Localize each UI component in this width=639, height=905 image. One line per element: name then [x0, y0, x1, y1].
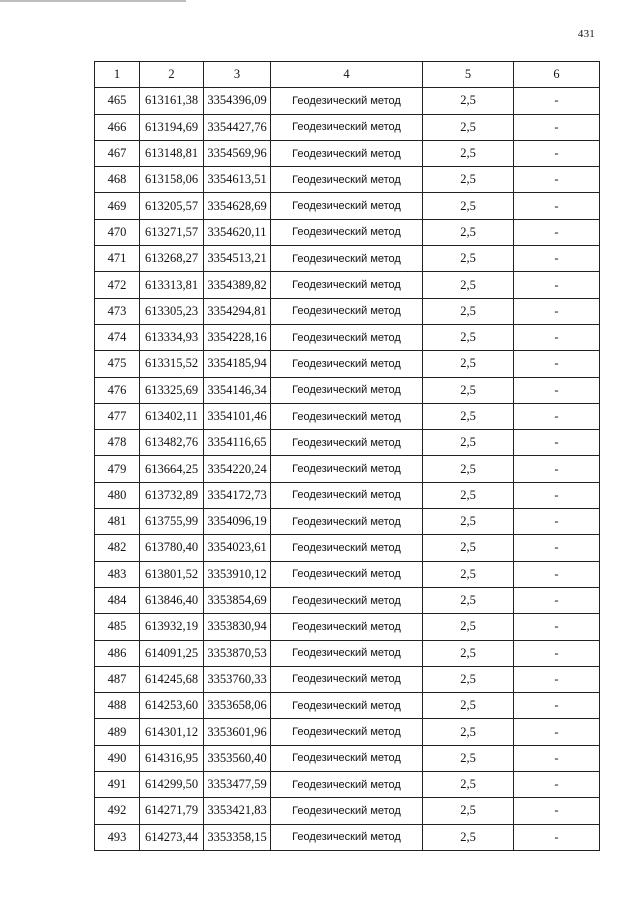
accuracy-cell: 2,5	[423, 219, 514, 245]
table-row	[95, 351, 600, 377]
accuracy-cell: 2,5	[423, 745, 514, 771]
table-row	[95, 298, 600, 324]
y-coordinate-cell: 3354427,76	[204, 114, 271, 140]
note-cell: -	[514, 298, 600, 324]
header-cell: 6	[514, 62, 600, 88]
method-cell: Геодезический метод	[271, 798, 423, 824]
method-cell: Геодезический метод	[271, 482, 423, 508]
note-cell: -	[514, 509, 600, 535]
accuracy-cell: 2,5	[423, 351, 514, 377]
note-cell: -	[514, 246, 600, 272]
point-number-cell: 485	[95, 614, 140, 640]
accuracy-cell: 2,5	[423, 614, 514, 640]
x-coordinate-cell: 613271,57	[140, 219, 204, 245]
point-number-cell: 486	[95, 640, 140, 666]
method-cell: Геодезический метод	[271, 140, 423, 166]
y-coordinate-cell: 3354628,69	[204, 193, 271, 219]
method-cell: Геодезический метод	[271, 719, 423, 745]
point-number-cell: 477	[95, 403, 140, 429]
y-coordinate-cell: 3353830,94	[204, 614, 271, 640]
x-coordinate-cell: 613268,27	[140, 246, 204, 272]
note-cell: -	[514, 324, 600, 350]
x-coordinate-cell: 614253,60	[140, 693, 204, 719]
note-cell: -	[514, 140, 600, 166]
table-row	[95, 745, 600, 771]
table-row	[95, 193, 600, 219]
y-coordinate-cell: 3354185,94	[204, 351, 271, 377]
note-cell: -	[514, 640, 600, 666]
x-coordinate-cell: 613846,40	[140, 587, 204, 613]
point-number-cell: 466	[95, 114, 140, 140]
table-row	[95, 167, 600, 193]
x-coordinate-cell: 613205,57	[140, 193, 204, 219]
x-coordinate-cell: 613664,25	[140, 456, 204, 482]
table-row	[95, 114, 600, 140]
accuracy-cell: 2,5	[423, 640, 514, 666]
table-row	[95, 640, 600, 666]
table-row	[95, 88, 600, 114]
x-coordinate-cell: 613161,38	[140, 88, 204, 114]
point-number-cell: 483	[95, 561, 140, 587]
x-coordinate-cell: 613755,99	[140, 509, 204, 535]
x-coordinate-cell: 614301,12	[140, 719, 204, 745]
method-cell: Геодезический метод	[271, 324, 423, 350]
point-number-cell: 481	[95, 509, 140, 535]
y-coordinate-cell: 3354613,51	[204, 167, 271, 193]
note-cell: -	[514, 114, 600, 140]
y-coordinate-cell: 3353358,15	[204, 824, 271, 850]
accuracy-cell: 2,5	[423, 272, 514, 298]
y-coordinate-cell: 3354023,61	[204, 535, 271, 561]
point-number-cell: 488	[95, 693, 140, 719]
note-cell: -	[514, 535, 600, 561]
note-cell: -	[514, 377, 600, 403]
x-coordinate-cell: 613801,52	[140, 561, 204, 587]
method-cell: Геодезический метод	[271, 88, 423, 114]
x-coordinate-cell: 613158,06	[140, 167, 204, 193]
x-coordinate-cell: 614091,25	[140, 640, 204, 666]
x-coordinate-cell: 613732,89	[140, 482, 204, 508]
table-row	[95, 824, 600, 850]
accuracy-cell: 2,5	[423, 430, 514, 456]
point-number-cell: 479	[95, 456, 140, 482]
x-coordinate-cell: 614273,44	[140, 824, 204, 850]
method-cell: Геодезический метод	[271, 587, 423, 613]
y-coordinate-cell: 3353421,83	[204, 798, 271, 824]
y-coordinate-cell: 3354116,65	[204, 430, 271, 456]
method-cell: Геодезический метод	[271, 430, 423, 456]
note-cell: -	[514, 587, 600, 613]
accuracy-cell: 2,5	[423, 88, 514, 114]
note-cell: -	[514, 614, 600, 640]
table-row	[95, 482, 600, 508]
y-coordinate-cell: 3354513,21	[204, 246, 271, 272]
y-coordinate-cell: 3354101,46	[204, 403, 271, 429]
table-row	[95, 719, 600, 745]
x-coordinate-cell: 613482,76	[140, 430, 204, 456]
header-cell: 3	[204, 62, 271, 88]
point-number-cell: 490	[95, 745, 140, 771]
x-coordinate-cell: 614245,68	[140, 666, 204, 692]
point-number-cell: 491	[95, 772, 140, 798]
y-coordinate-cell: 3353854,69	[204, 587, 271, 613]
note-cell: -	[514, 719, 600, 745]
accuracy-cell: 2,5	[423, 482, 514, 508]
note-cell: -	[514, 456, 600, 482]
method-cell: Геодезический метод	[271, 193, 423, 219]
y-coordinate-cell: 3353601,96	[204, 719, 271, 745]
accuracy-cell: 2,5	[423, 403, 514, 429]
coordinates-table	[94, 61, 600, 851]
table-row	[95, 535, 600, 561]
table-header-row	[95, 62, 600, 88]
point-number-cell: 484	[95, 587, 140, 613]
point-number-cell: 493	[95, 824, 140, 850]
table-row	[95, 614, 600, 640]
note-cell: -	[514, 561, 600, 587]
x-coordinate-cell: 613402,11	[140, 403, 204, 429]
accuracy-cell: 2,5	[423, 772, 514, 798]
x-coordinate-cell: 614299,50	[140, 772, 204, 798]
table-row	[95, 430, 600, 456]
table-row	[95, 509, 600, 535]
page-number: 431	[577, 28, 595, 40]
note-cell: -	[514, 272, 600, 298]
note-cell: -	[514, 666, 600, 692]
method-cell: Геодезический метод	[271, 772, 423, 798]
note-cell: -	[514, 693, 600, 719]
method-cell: Геодезический метод	[271, 561, 423, 587]
table-row	[95, 140, 600, 166]
x-coordinate-cell: 613325,69	[140, 377, 204, 403]
point-number-cell: 482	[95, 535, 140, 561]
method-cell: Геодезический метод	[271, 509, 423, 535]
note-cell: -	[514, 88, 600, 114]
x-coordinate-cell: 613932,19	[140, 614, 204, 640]
accuracy-cell: 2,5	[423, 456, 514, 482]
table-row	[95, 666, 600, 692]
method-cell: Геодезический метод	[271, 219, 423, 245]
point-number-cell: 474	[95, 324, 140, 350]
method-cell: Геодезический метод	[271, 456, 423, 482]
accuracy-cell: 2,5	[423, 798, 514, 824]
note-cell: -	[514, 351, 600, 377]
method-cell: Геодезический метод	[271, 403, 423, 429]
note-cell: -	[514, 824, 600, 850]
point-number-cell: 480	[95, 482, 140, 508]
accuracy-cell: 2,5	[423, 140, 514, 166]
y-coordinate-cell: 3354620,11	[204, 219, 271, 245]
x-coordinate-cell: 613313,81	[140, 272, 204, 298]
method-cell: Геодезический метод	[271, 272, 423, 298]
header-cell: 5	[423, 62, 514, 88]
y-coordinate-cell: 3354220,24	[204, 456, 271, 482]
table-row	[95, 324, 600, 350]
method-cell: Геодезический метод	[271, 535, 423, 561]
point-number-cell: 467	[95, 140, 140, 166]
y-coordinate-cell: 3354294,81	[204, 298, 271, 324]
note-cell: -	[514, 482, 600, 508]
y-coordinate-cell: 3353760,33	[204, 666, 271, 692]
table-row	[95, 403, 600, 429]
x-coordinate-cell: 613315,52	[140, 351, 204, 377]
note-cell: -	[514, 798, 600, 824]
y-coordinate-cell: 3354396,09	[204, 88, 271, 114]
point-number-cell: 468	[95, 167, 140, 193]
method-cell: Геодезический метод	[271, 824, 423, 850]
header-cell: 1	[95, 62, 140, 88]
note-cell: -	[514, 403, 600, 429]
x-coordinate-cell: 613334,93	[140, 324, 204, 350]
y-coordinate-cell: 3353658,06	[204, 693, 271, 719]
point-number-cell: 476	[95, 377, 140, 403]
point-number-cell: 492	[95, 798, 140, 824]
y-coordinate-cell: 3354389,82	[204, 272, 271, 298]
point-number-cell: 470	[95, 219, 140, 245]
point-number-cell: 471	[95, 246, 140, 272]
table-row	[95, 219, 600, 245]
table-row	[95, 561, 600, 587]
accuracy-cell: 2,5	[423, 824, 514, 850]
method-cell: Геодезический метод	[271, 745, 423, 771]
note-cell: -	[514, 167, 600, 193]
method-cell: Геодезический метод	[271, 377, 423, 403]
accuracy-cell: 2,5	[423, 167, 514, 193]
note-cell: -	[514, 430, 600, 456]
table-row	[95, 772, 600, 798]
table-row	[95, 693, 600, 719]
accuracy-cell: 2,5	[423, 377, 514, 403]
x-coordinate-cell: 613305,23	[140, 298, 204, 324]
table-body	[95, 88, 600, 851]
point-number-cell: 489	[95, 719, 140, 745]
note-cell: -	[514, 219, 600, 245]
method-cell: Геодезический метод	[271, 640, 423, 666]
x-coordinate-cell: 613780,40	[140, 535, 204, 561]
y-coordinate-cell: 3354228,16	[204, 324, 271, 350]
table-row	[95, 246, 600, 272]
method-cell: Геодезический метод	[271, 298, 423, 324]
accuracy-cell: 2,5	[423, 298, 514, 324]
method-cell: Геодезический метод	[271, 167, 423, 193]
y-coordinate-cell: 3354172,73	[204, 482, 271, 508]
method-cell: Геодезический метод	[271, 666, 423, 692]
point-number-cell: 472	[95, 272, 140, 298]
y-coordinate-cell: 3353910,12	[204, 561, 271, 587]
accuracy-cell: 2,5	[423, 246, 514, 272]
method-cell: Геодезический метод	[271, 351, 423, 377]
accuracy-cell: 2,5	[423, 719, 514, 745]
x-coordinate-cell: 614316,95	[140, 745, 204, 771]
accuracy-cell: 2,5	[423, 561, 514, 587]
y-coordinate-cell: 3353560,40	[204, 745, 271, 771]
y-coordinate-cell: 3353870,53	[204, 640, 271, 666]
x-coordinate-cell: 613194,69	[140, 114, 204, 140]
x-coordinate-cell: 614271,79	[140, 798, 204, 824]
point-number-cell: 478	[95, 430, 140, 456]
table-row	[95, 377, 600, 403]
accuracy-cell: 2,5	[423, 193, 514, 219]
accuracy-cell: 2,5	[423, 693, 514, 719]
method-cell: Геодезический метод	[271, 114, 423, 140]
note-cell: -	[514, 772, 600, 798]
method-cell: Геодезический метод	[271, 246, 423, 272]
note-cell: -	[514, 745, 600, 771]
point-number-cell: 465	[95, 88, 140, 114]
point-number-cell: 473	[95, 298, 140, 324]
accuracy-cell: 2,5	[423, 666, 514, 692]
table-row	[95, 798, 600, 824]
note-cell: -	[514, 193, 600, 219]
point-number-cell: 475	[95, 351, 140, 377]
point-number-cell: 487	[95, 666, 140, 692]
header-cell: 4	[271, 62, 423, 88]
accuracy-cell: 2,5	[423, 324, 514, 350]
table-row	[95, 272, 600, 298]
accuracy-cell: 2,5	[423, 114, 514, 140]
top-edge-rule	[0, 0, 186, 2]
x-coordinate-cell: 613148,81	[140, 140, 204, 166]
table-row	[95, 587, 600, 613]
header-cell: 2	[140, 62, 204, 88]
point-number-cell: 469	[95, 193, 140, 219]
y-coordinate-cell: 3353477,59	[204, 772, 271, 798]
accuracy-cell: 2,5	[423, 587, 514, 613]
accuracy-cell: 2,5	[423, 535, 514, 561]
table-row	[95, 456, 600, 482]
y-coordinate-cell: 3354146,34	[204, 377, 271, 403]
method-cell: Геодезический метод	[271, 614, 423, 640]
method-cell: Геодезический метод	[271, 693, 423, 719]
y-coordinate-cell: 3354096,19	[204, 509, 271, 535]
accuracy-cell: 2,5	[423, 509, 514, 535]
y-coordinate-cell: 3354569,96	[204, 140, 271, 166]
